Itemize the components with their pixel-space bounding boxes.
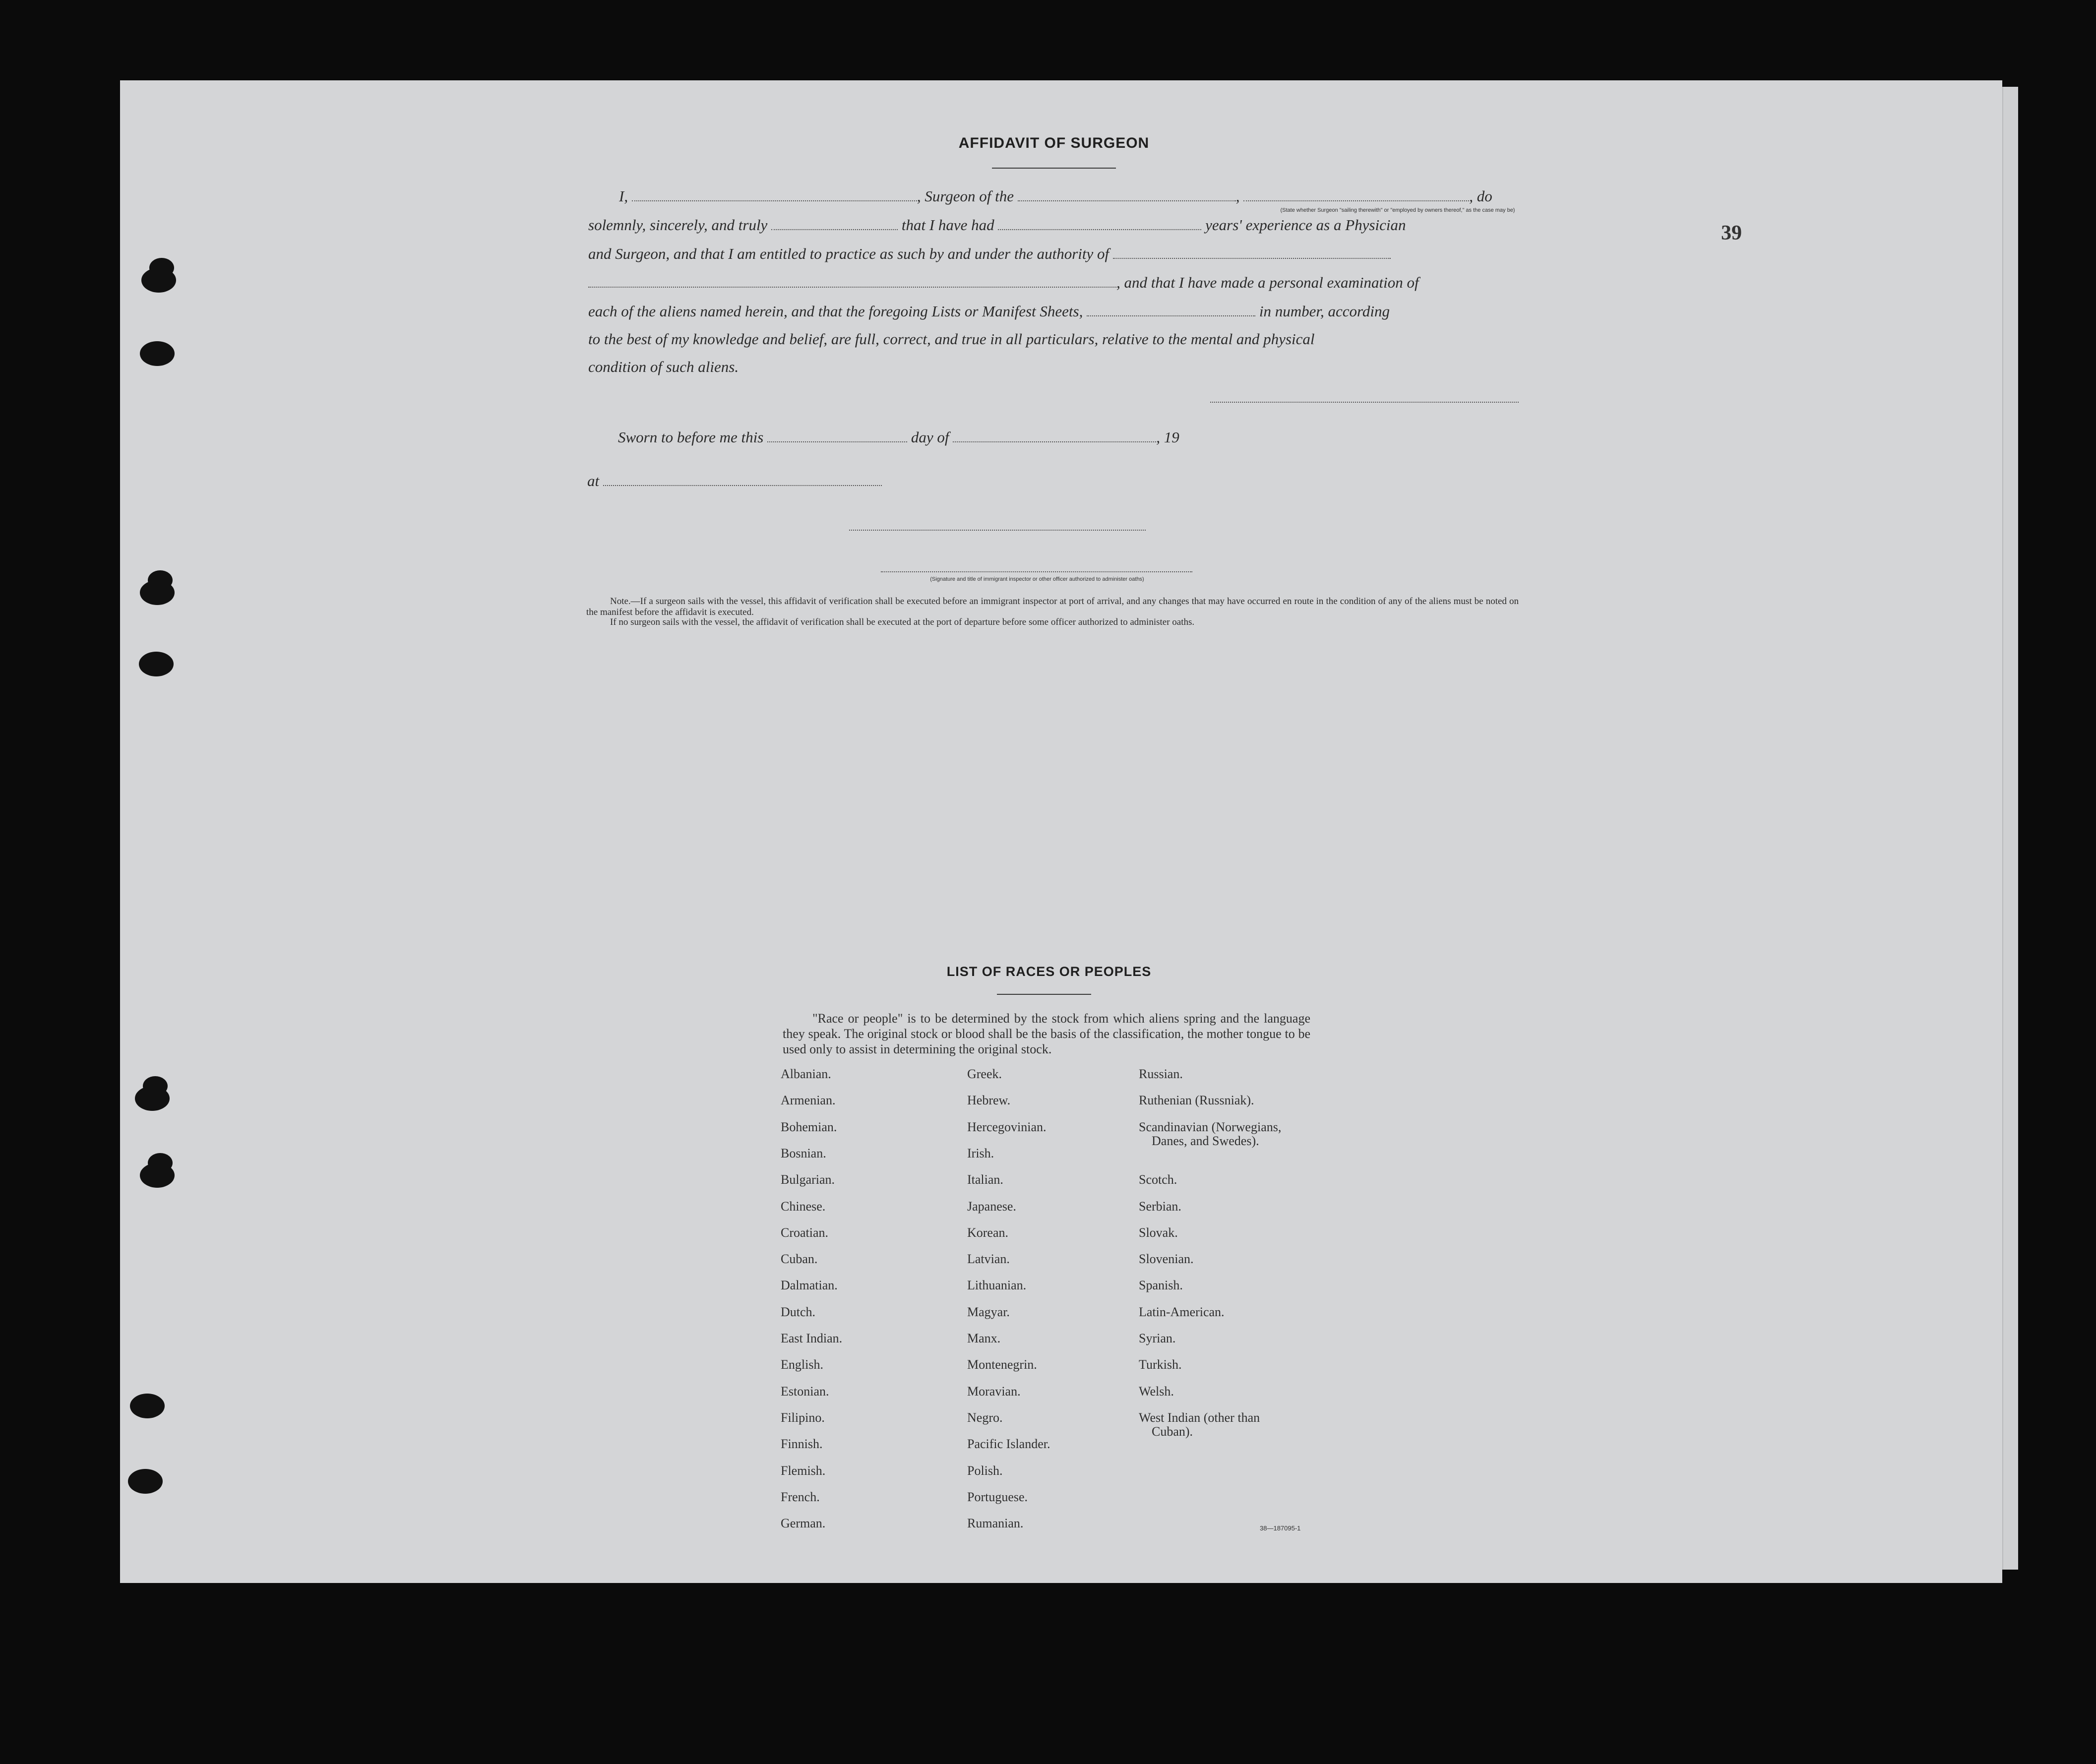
binder-hole <box>130 1394 165 1418</box>
line4: , and that I have made a personal examination of <box>1116 274 1419 291</box>
race-item: Slovak. <box>1139 1225 1178 1240</box>
line2-b: that I have had <box>901 216 994 234</box>
race-item: Hercegovinian. <box>967 1119 1047 1134</box>
at-line <box>587 472 882 490</box>
race-item: Latvian. <box>967 1252 1010 1267</box>
race-item: Hebrew. <box>967 1093 1011 1108</box>
note-paragraph-2: If no surgeon sails with the vessel, the affidavit of verification shall be executed at the port of departure before some officer authorized to administer oaths. <box>610 617 1195 627</box>
race-item: French. <box>781 1489 820 1504</box>
race-item: Lithuanian. <box>967 1278 1027 1293</box>
inspector-signature-line <box>881 571 1192 572</box>
race-item: Pacific Islander. <box>967 1437 1050 1452</box>
race-item: Polish. <box>967 1463 1003 1478</box>
affidavit-line-2 <box>588 216 1406 234</box>
binder-hole <box>141 268 176 293</box>
line1-comma: , <box>1235 187 1240 205</box>
line5-b: in number, according <box>1259 303 1390 320</box>
race-item: Flemish. <box>781 1463 826 1478</box>
sworn-b: day of <box>911 428 949 446</box>
affidavit-line-7: condition of such aliens. <box>588 358 739 375</box>
affidavit-line-1 <box>619 187 1492 205</box>
race-item: Croatian. <box>781 1225 829 1240</box>
authority-blank-2 <box>588 286 1116 288</box>
race-item: Ruthenian (Russniak). <box>1139 1093 1254 1108</box>
race-item: Montenegrin. <box>967 1357 1037 1372</box>
inspector-line <box>849 530 1146 531</box>
place-blank <box>603 485 882 486</box>
affidavit-line-4 <box>588 274 1419 292</box>
race-item: Finnish. <box>781 1437 823 1452</box>
race-item: Japanese. <box>967 1199 1016 1214</box>
surgeon-type-blank <box>1243 200 1469 201</box>
race-item: German. <box>781 1516 826 1531</box>
affidavit-line-3 <box>588 245 1391 263</box>
race-item: Turkish. <box>1139 1357 1182 1372</box>
race-item: Latin-American. <box>1139 1304 1225 1319</box>
races-title: LIST OF RACES OR PEOPLES <box>946 964 1152 979</box>
sworn-a: Sworn to before me this <box>618 428 764 446</box>
title-underline <box>992 168 1116 169</box>
race-item: Dutch. <box>781 1304 816 1319</box>
race-item: Bulgarian. <box>781 1172 835 1187</box>
line2-c: years' experience as a Physician <box>1205 216 1406 234</box>
sheets-blank <box>1087 315 1255 316</box>
binder-hole <box>139 652 174 676</box>
years-blank <box>998 229 1201 230</box>
surgeon-type-note: (State whether Surgeon "sailing therewith" or "employed by owners thereof," as the case may be) <box>1280 207 1515 213</box>
race-item: Korean. <box>967 1225 1009 1240</box>
sworn-day-blank <box>767 441 907 442</box>
signature-caption: (Signature and title of immigrant inspector or other officer authorized to administer oaths) <box>930 576 1144 582</box>
sworn-c: , 19 <box>1156 428 1179 446</box>
oath-blank <box>771 229 898 230</box>
race-item: Bosnian. <box>781 1146 826 1160</box>
page-edge <box>2002 87 2018 1570</box>
race-item: Filipino. <box>781 1410 825 1425</box>
sworn-line <box>618 428 1179 446</box>
race-item: Armenian. <box>781 1093 836 1108</box>
binder-hole <box>140 1163 175 1188</box>
races-intro: "Race or people" is to be determined by the stock from which aliens spring and the language they speak. The original stock or blood shall be the basis of the classification, the mother tongue to be used only to assist in determining the original stock. <box>783 1011 1310 1056</box>
binder-hole <box>135 1086 170 1111</box>
race-item: Portuguese. <box>967 1489 1028 1504</box>
race-item: Manx. <box>967 1331 1001 1345</box>
line1-surgeon: , Surgeon of the <box>917 187 1014 205</box>
race-item: Italian. <box>967 1172 1003 1187</box>
race-item: Negro. <box>967 1410 1003 1425</box>
page-number: 39 <box>1721 222 1742 244</box>
race-item: Serbian. <box>1139 1199 1181 1214</box>
line3: and Surgeon, and that I am entitled to practice as such by and under the authority of <box>588 245 1110 262</box>
race-item: Danes, and Swedes). <box>1152 1133 1259 1148</box>
race-item: Moravian. <box>967 1384 1021 1399</box>
affidavit-line-5 <box>588 303 1390 320</box>
vessel-blank <box>1018 200 1236 201</box>
race-item: English. <box>781 1357 823 1372</box>
authority-blank <box>1113 257 1391 259</box>
at-label: at <box>587 472 600 489</box>
race-item: Cuban. <box>781 1252 818 1267</box>
race-item: Syrian. <box>1139 1331 1176 1345</box>
race-item: Dalmatian. <box>781 1278 838 1293</box>
sworn-month-blank <box>953 441 1156 442</box>
race-item: Chinese. <box>781 1199 826 1214</box>
form-code: 38—187095-1 <box>1260 1524 1301 1532</box>
name-blank <box>632 200 917 201</box>
race-item: Slovenian. <box>1139 1252 1194 1267</box>
surgeon-signature-line <box>1210 402 1519 403</box>
race-item: Scandinavian (Norwegians, <box>1139 1119 1282 1134</box>
race-item: East Indian. <box>781 1331 843 1345</box>
race-item: Cuban). <box>1152 1424 1193 1439</box>
line5-a: each of the aliens named herein, and that the foregoing Lists or Manifest Sheets, <box>588 303 1083 320</box>
race-item: Scotch. <box>1139 1172 1177 1187</box>
binder-hole <box>128 1469 163 1494</box>
binder-hole <box>140 341 175 366</box>
race-item: Spanish. <box>1139 1278 1183 1293</box>
race-item: Estonian. <box>781 1384 829 1399</box>
line2-a: solemnly, sincerely, and truly <box>588 216 768 234</box>
line1-i: I, <box>619 187 628 205</box>
race-item: Magyar. <box>967 1304 1010 1319</box>
line1-do: , do <box>1469 187 1492 205</box>
race-item: Russian. <box>1139 1067 1183 1081</box>
affidavit-title: AFFIDAVIT OF SURGEON <box>958 135 1150 151</box>
races-title-underline <box>997 994 1091 995</box>
race-item: Rumanian. <box>967 1516 1024 1531</box>
race-item: West Indian (other than <box>1139 1410 1260 1425</box>
note-paragraph-1: Note.—If a surgeon sails with the vessel, this affidavit of verification shall be executed before an immigrant inspector at port of arrival, and any changes that may have occurred en route in the condition of any of the aliens must be noted on the manifest before the affidavit is executed. <box>586 596 1519 617</box>
race-item: Welsh. <box>1139 1384 1174 1399</box>
race-item: Bohemian. <box>781 1119 837 1134</box>
race-item: Albanian. <box>781 1067 831 1081</box>
affidavit-line-6: to the best of my knowledge and belief, are full, correct, and true in all particulars, relative to the mental and physical <box>588 330 1315 348</box>
binder-hole <box>140 580 175 605</box>
race-item: Irish. <box>967 1146 994 1160</box>
race-item: Greek. <box>967 1067 1002 1081</box>
